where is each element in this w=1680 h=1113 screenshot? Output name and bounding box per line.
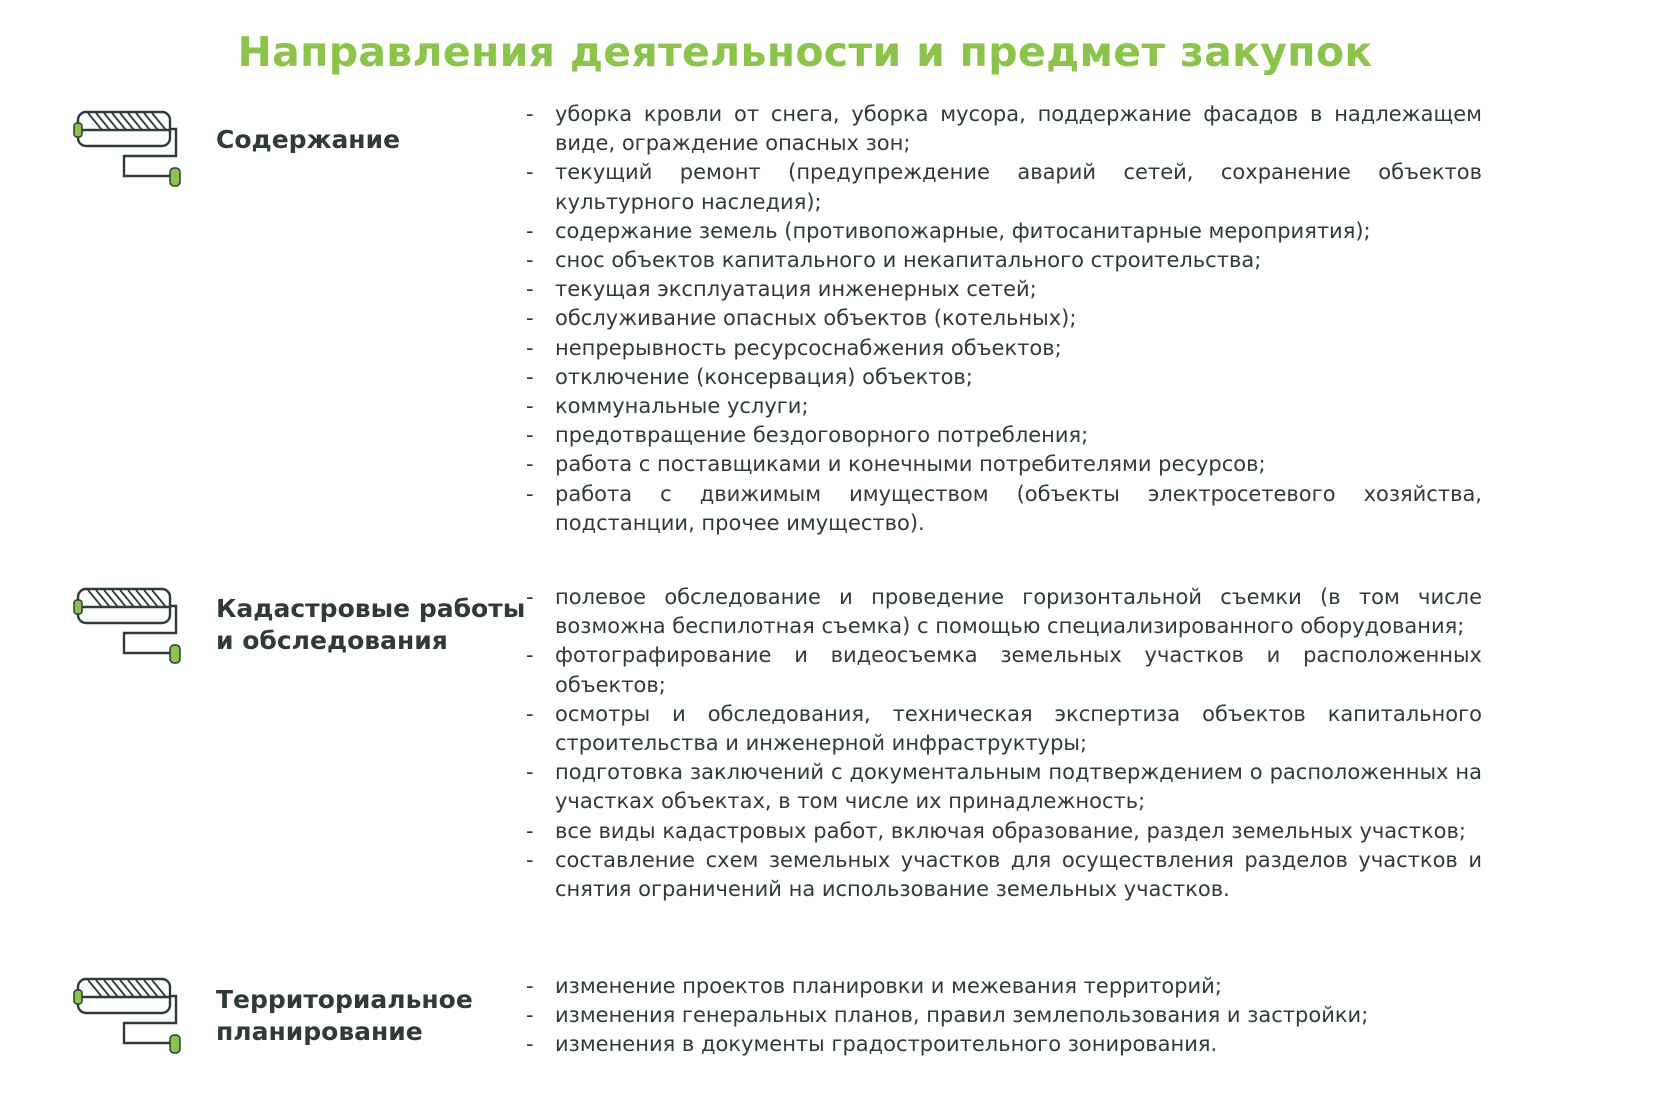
list-item: - текущая эксплуатация инженерных сетей;: [520, 275, 1482, 304]
section-title-line: Содержание: [216, 125, 401, 154]
list-item: - полевое обследование и проведение горизонтальной съемки (в том числе возможна беспилотная съемка) с помощью специализированного оборудования;: [520, 583, 1482, 641]
section-title-line: планирование: [216, 1017, 423, 1046]
list-item: - подготовка заключений с документальным подтверждением о расположенных на участках объектах, в том числе их принадлежность;: [520, 758, 1482, 816]
list-item: - изменение проектов планировки и межевания территорий;: [520, 972, 1482, 1001]
list-item: - отключение (консервация) объектов;: [520, 363, 1482, 392]
paint-roller-icon: [72, 975, 187, 1055]
section-title-line: Территориальное: [216, 985, 473, 1014]
list-item: - осмотры и обследования, техническая экспертиза объектов капитального строительства и инженерной инфраструктуры;: [520, 700, 1482, 758]
page-title: Направления деятельности и предмет закупок: [237, 28, 1373, 76]
list-item: - содержание земель (противопожарные, фитосанитарные мероприятия);: [520, 217, 1482, 246]
list-item: - изменения в документы градостроительного зонирования.: [520, 1030, 1482, 1059]
section-title-line: и обследования: [216, 626, 448, 655]
list-item: - изменения генеральных планов, правил землепользования и застройки;: [520, 1001, 1482, 1030]
list-item: - уборка кровли от снега, уборка мусора, поддержание фасадов в надлежащем виде, ограждение опасных зон;: [520, 100, 1482, 158]
section-item-list: [520, 972, 1482, 1060]
list-item: - снос объектов капитального и некапитального строительства;: [520, 246, 1482, 275]
section-title: [216, 984, 473, 1048]
section-title: [216, 124, 400, 156]
section-title-line: Кадастровые работы: [216, 594, 526, 623]
paint-roller-icon: [72, 585, 187, 665]
section-item-list: [520, 583, 1482, 904]
list-item: - фотографирование и видеосъемка земельных участков и расположенных объектов;: [520, 641, 1482, 699]
list-item: - обслуживание опасных объектов (котельных);: [520, 304, 1482, 333]
section-cadastral: [0, 585, 1680, 905]
list-item: - работа с поставщиками и конечными потребителями ресурсов;: [520, 450, 1482, 479]
section-title: [216, 593, 525, 657]
section-territorial-planning: [0, 975, 1680, 1095]
list-item: - предотвращение бездоговорного потребления;: [520, 421, 1482, 450]
section-maintenance: [0, 102, 1680, 548]
list-item: - непрерывность ресурсоснабжения объектов;: [520, 334, 1482, 363]
list-item: - составление схем земельных участков для осуществления разделов участков и снятия ограничений на использование земельных участков.: [520, 846, 1482, 904]
list-item: - работа с движимым имуществом (объекты электросетевого хозяйства, подстанции, прочее имущество).: [520, 480, 1482, 538]
list-item: - все виды кадастровых работ, включая образование, раздел земельных участков;: [520, 817, 1482, 846]
section-item-list: [520, 100, 1482, 538]
list-item: - коммунальные услуги;: [520, 392, 1482, 421]
paint-roller-icon: [72, 108, 187, 188]
list-item: - текущий ремонт (предупреждение аварий сетей, сохранение объектов культурного наследия);: [520, 158, 1482, 216]
